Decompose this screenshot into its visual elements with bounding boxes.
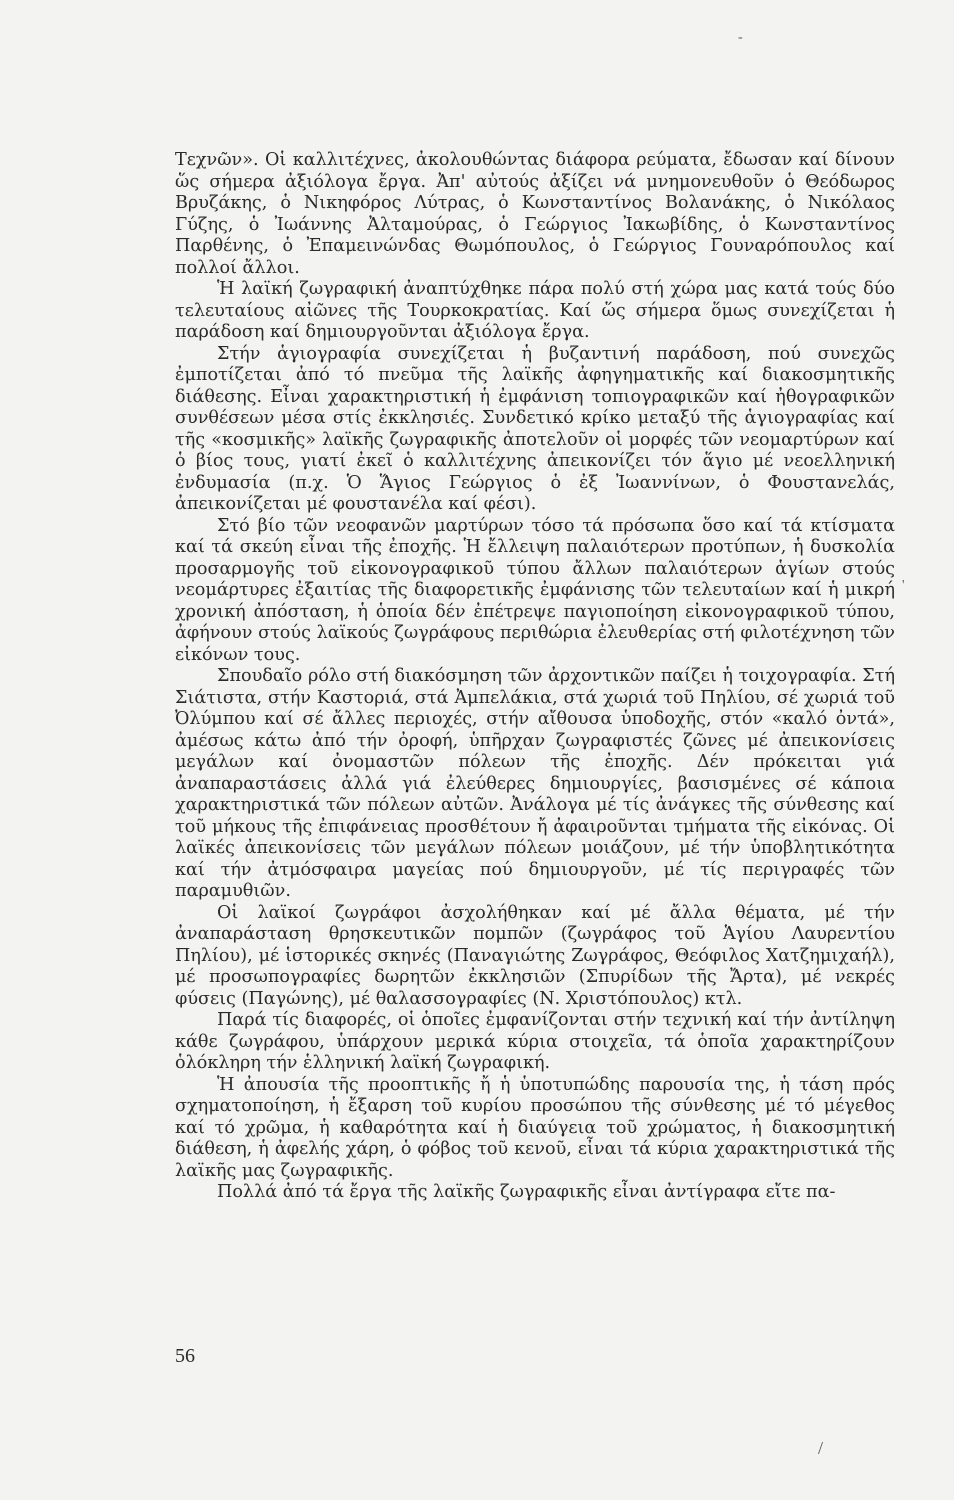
page-number: 56 — [175, 1345, 195, 1367]
paragraph-8: Ἡ ἀπουσία τῆς προοπτικῆς ἤ ἡ ὑποτυπώδης παρουσία της, ἡ τάση πρός σχηματοποίηση, ἡ ἔξαρση τοῦ κυρίου προσώπου τῆς σύνθεσης μέ τό μέγεθος καί τό χρῶμα, ἡ καθαρότητα καί ἡ διαύγεια τοῦ χρώματος, ἡ διακοσμητική διάθεση, ἡ ἀφελής χάρη, ὁ φόβος τοῦ κενοῦ, εἶναι τά κύρια χαρακτηριστικά τῆς λαϊκῆς μας ζωγραφικῆς. — [175, 1074, 895, 1181]
scan-mark-top: - — [738, 30, 743, 45]
paragraph-2: Ἡ λαϊκή ζωγραφική ἀναπτύχθηκε πάρα πολύ στή χώρα μας κατά τούς δύο τελευταίους αἰῶνες τῆς Τουρκοκρατίας. Καί ὥς σήμερα ὅμως συνεχίζεται ἡ παράδοση καί δημιουργοῦνται ἀξιόλογα ἔργα. — [175, 279, 895, 342]
paragraph-3: Στήν ἁγιογραφία συνεχίζεται ἡ βυζαντινή παράδοση, πού συνεχῶς ἐμποτίζεται ἀπό τό πνεῦμα τῆς λαϊκῆς ἀφηγηματικῆς καί διακοσμητικῆς διάθεσης. Εἶναι χαρακτηριστική ἡ ἐμφάνιση τοπιογραφικῶν καί ἠθογραφικῶν συνθέσεων μέσα στίς ἐκκλησιές. Συνδετικό κρίκο μεταξύ τῆς ἁγιογραφίας καί τῆς «κοσμικῆς» λαϊκῆς ζωγραφικῆς ἀποτελοῦν οἱ μορφές τῶν νεομαρτύρων καί ὁ βίος τους, γιατί ἐκεῖ ὁ καλλιτέχνης ἀπεικονίζει τόν ἅγιο μέ νεοελληνική ἐνδυμασία (π.χ. Ὁ Ἅγιος Γεώργιος ὁ ἐξ Ἰωαννίνων, ὁ Φουστανελάς, ἀπεικονίζεται μέ φουστανέλα καί φέσι). — [175, 343, 895, 514]
paragraph-1: Τεχνῶν». Οἱ καλλιτέχνες, ἀκολουθώντας διάφορα ρεύματα, ἔδωσαν καί δίνουν ὥς σήμερα ἀξιόλογα ἔργα. Ἀπ' αὐτούς ἀξίζει νά μνημονευθοῦν ὁ Θεόδωρος Βρυζάκης, ὁ Νικηφόρος Λύτρας, ὁ Κωνσταντίνος Βολανάκης, ὁ Νικόλαος Γύζης, ὁ Ἰωάννης Ἀλταμούρας, ὁ Γεώργιος Ἰακωβίδης, ὁ Κωνσταντίνος Παρθένης, ὁ Ἐπαμεινώνδας Θωμόπουλος, ὁ Γεώργιος Γουναρόπουλος καί πολλοί ἄλλοι. — [175, 150, 895, 278]
paragraph-6: Οἱ λαϊκοί ζωγράφοι ἀσχολήθηκαν καί μέ ἄλλα θέματα, μέ τήν ἀναπαράσταση θρησκευτικῶν πομπῶν (ζωγράφος τοῦ Ἁγίου Λαυρεντίου Πηλίου), μέ ἱστορικές σκηνές (Παναγιώτης Ζωγράφος, Θεόφιλος Χατζημιχαήλ), μέ προσωπογραφίες δωρητῶν ἐκκλησιῶν (Σπυρίδων τῆς Ἄρτα), μέ νεκρές φύσεις (Παγώνης), μέ θαλασσογραφίες (Ν. Χριστόπουλος) κτλ. — [175, 902, 895, 1009]
scan-mark-bottom: / — [818, 1438, 824, 1458]
scan-mark-margin: ' — [902, 578, 905, 593]
paragraph-7: Παρά τίς διαφορές, οἱ ὁποῖες ἐμφανίζονται στήν τεχνική καί τήν ἀντίληψη κάθε ζωγράφου, ὑπάρχουν μερικά κύρια στοιχεῖα, τά ὁποῖα χαρακτηρίζουν ὁλόκληρη τήν ἑλληνική λαϊκή ζωγραφική. — [175, 1010, 895, 1073]
paragraph-4: Στό βίο τῶν νεοφανῶν μαρτύρων τόσο τά πρόσωπα ὅσο καί τά κτίσματα καί τά σκεύη εἶναι τῆς ἐποχῆς. Ἡ ἔλλειψη παλαιότερων προτύπων, ἡ δυσκολία προσαρμογῆς τοῦ εἰκονογραφικοῦ τύπου ἄλλων παλαιότερων ἁγίων στούς νεομάρτυρες ἐξαιτίας τῆς διαφορετικῆς ἐμφάνισης τῶν τελευταίων καί ἡ μικρή χρονική ἀπόσταση, ἡ ὁποία δέν ἐπέτρεψε παγιοποίηση εἰκονογραφικοῦ τύπου, ἀφήνουν στούς λαϊκούς ζωγράφους περιθώρια ἐλευθερίας στή φιλοτέχνηση τῶν εἰκόνων τους. — [175, 515, 895, 665]
paragraph-9: Πολλά ἀπό τά ἔργα τῆς λαϊκῆς ζωγραφικῆς εἶναι ἀντίγραφα εἴτε πα- — [217, 1182, 836, 1202]
body-text — [175, 150, 895, 1204]
paragraph-5: Σπουδαῖο ρόλο στή διακόσμηση τῶν ἀρχοντικῶν παίζει ἡ τοιχογραφία. Στή Σιάτιστα, στήν Καστοριά, στά Ἀμπελάκια, στά χωριά τοῦ Πηλίου, σέ χωριά τοῦ Ὀλύμπου καί σέ ἄλλες περιοχές, στήν αἴθουσα ὑποδοχῆς, στόν «καλό ὀντά», ἀμέσως κάτω ἀπό τήν ὀροφή, ὑπῆρχαν ζωγραφιστές ζῶνες μέ ἀπεικονίσεις μεγάλων καί ὀνομαστῶν πόλεων τῆς ἐποχῆς. Δέν πρόκειται γιά ἀναπαραστάσεις ἀλλά γιά ἐλεύθερες δημιουργίες, βασισμένες σέ κάποια χαρακτηριστικά τῶν πόλεων αὐτῶν. Ἀνάλογα μέ τίς ἀνάγκες τῆς σύνθεσης καί τοῦ μήκους τῆς ἐπιφάνειας προσθέτουν ἤ ἀφαιροῦνται τμήματα τῆς εἰκόνας. Οἱ λαϊκές ἀπεικονίσεις τῶν μεγάλων πόλεων μοιάζουν, μέ τήν ὑποβλητικότητα καί τήν ἀτμόσφαιρα μαγείας πού δημιουργοῦν, μέ τίς περιγραφές τῶν παραμυθιῶν. — [175, 666, 895, 901]
